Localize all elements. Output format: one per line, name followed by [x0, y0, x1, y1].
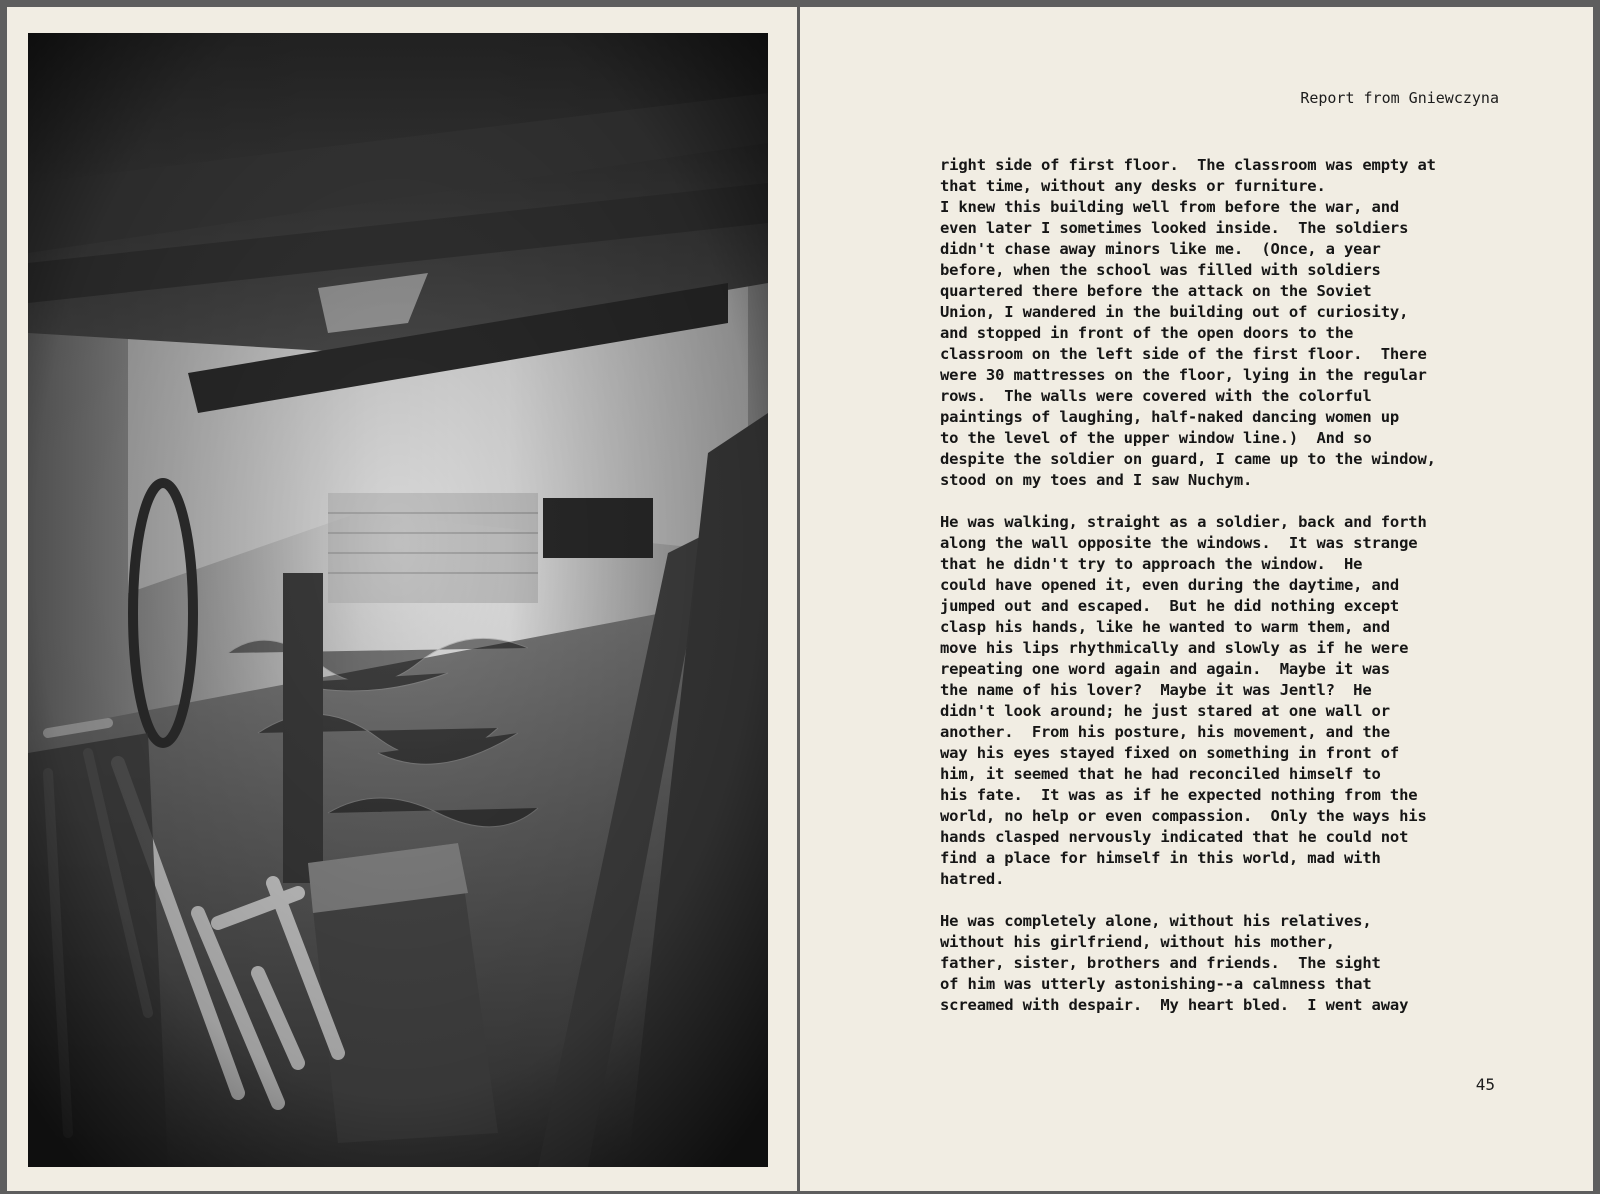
text-line: along the wall opposite the windows. It was strange [940, 534, 1418, 552]
text-line: hands clasped nervously indicated that he could not [940, 828, 1409, 846]
text-line: could have opened it, even during the daytime, and [940, 576, 1400, 594]
text-line: rows. The walls were covered with the colorful [940, 387, 1372, 405]
text-line: He was completely alone, without his relatives, [940, 912, 1372, 930]
text-line: right side of first floor. The classroom was empty at [940, 156, 1436, 174]
text-line: before, when the school was filled with soldiers [940, 261, 1381, 279]
text-line: were 30 mattresses on the floor, lying in the regular [940, 366, 1427, 384]
paragraph-3 [940, 911, 1540, 1016]
text-line: his fate. It was as if he expected nothing from the [940, 786, 1418, 804]
text-line: screamed with despair. My heart bled. I went away [940, 996, 1409, 1014]
text-line: I knew this building well from before the war, and [940, 198, 1400, 216]
text-line: Union, I wandered in the building out of curiosity, [940, 303, 1409, 321]
text-line: paintings of laughing, half-naked dancing women up [940, 408, 1400, 426]
text-line: He was walking, straight as a soldier, back and forth [940, 513, 1427, 531]
left-page [7, 7, 797, 1191]
text-line: stood on my toes and I saw Nuchym. [940, 471, 1253, 489]
paragraph-1 [940, 155, 1540, 491]
text-line: another. From his posture, his movement, and the [940, 723, 1390, 741]
text-line: find a place for himself in this world, mad with [940, 849, 1381, 867]
text-line: classroom on the left side of the first floor. There [940, 345, 1427, 363]
text-line: jumped out and escaped. But he did nothing except [940, 597, 1400, 615]
text-line: him, it seemed that he had reconciled himself to [940, 765, 1381, 783]
text-line: repeating one word again and again. Maybe it was [940, 660, 1390, 678]
photo-illustration [28, 33, 768, 1167]
text-line: and stopped in front of the open doors to the [940, 324, 1354, 342]
right-page [800, 7, 1593, 1191]
text-line: world, no help or even compassion. Only the ways his [940, 807, 1427, 825]
text-line: the name of his lover? Maybe it was Jentl? He [940, 681, 1372, 699]
text-line: clasp his hands, like he wanted to warm them, and [940, 618, 1390, 636]
page-number: 45 [1475, 1075, 1495, 1094]
text-line: hatred. [940, 870, 1005, 888]
paragraph-2 [940, 512, 1540, 890]
abandoned-room-photo [28, 33, 768, 1167]
text-line: even later I sometimes looked inside. The soldiers [940, 219, 1409, 237]
text-line: that time, without any desks or furniture. [940, 177, 1326, 195]
text-line: didn't look around; he just stared at one wall or [940, 702, 1390, 720]
text-line: way his eyes stayed fixed on something in front of [940, 744, 1400, 762]
text-line: father, sister, brothers and friends. The sight [940, 954, 1381, 972]
body-text [940, 155, 1540, 1037]
text-line: without his girlfriend, without his mother, [940, 933, 1335, 951]
text-line: quartered there before the attack on the Soviet [940, 282, 1372, 300]
text-line: didn't chase away minors like me. (Once, a year [940, 240, 1381, 258]
text-line: that he didn't try to approach the window. He [940, 555, 1363, 573]
text-line: move his lips rhythmically and slowly as if he were [940, 639, 1409, 657]
running-head: Report from Gniewczyna [1300, 89, 1499, 107]
text-line: despite the soldier on guard, I came up to the window, [940, 450, 1436, 468]
text-line: of him was utterly astonishing--a calmness that [940, 975, 1372, 993]
text-line: to the level of the upper window line.) And so [940, 429, 1372, 447]
